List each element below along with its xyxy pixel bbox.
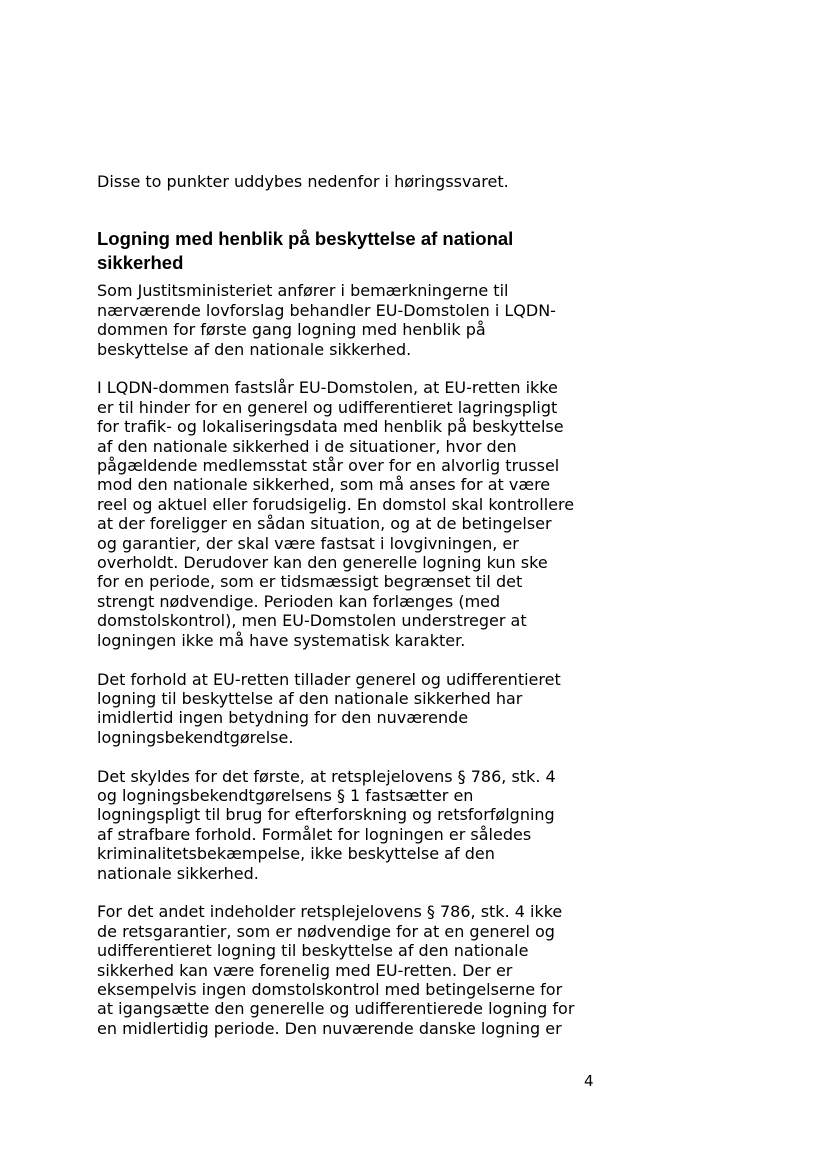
paragraph-2: I LQDN-dommen fastslår EU-Domstolen, at EU-retten ikke er til hinder for en generel og udifferentieret lagringspligt for trafik- og lokaliseringsdata med henblik på beskyttelse af den nationale sikkerhed i de situationer, hvor den pågældende medlemsstat står over for en alvorlig trussel mod den nationale sikkerhed, som må anses for at være reel og aktuel eller forudsigelig. En domstol skal kontrollere at der foreligger en sådan situation, og at de betingelser og garantier, der skal være fastsat i lovgivningen, er overholdt. Derudover kan den generelle logning kun ske for en periode, som er tidsmæssigt begrænset til det strengt nødvendige. Perioden kan forlænges (med domstolskontrol), men EU-Domstolen understreger at logningen ikke må have systematisk karakter. xyxy=(97,378,575,650)
document-body xyxy=(97,172,602,1038)
paragraph-5: For det andet indeholder retsplejelovens § 786, stk. 4 ikke de retsgarantier, som er nødvendige for at en generel og udifferentieret logning til beskyttelse af den nationale sikkerhed kan være forenelig med EU-retten. Der er eksempelvis ingen domstolskontrol med betingelserne for at igangsætte den generelle og udifferentierede logning for en midlertidig periode. Den nuværende danske logning er xyxy=(97,902,575,1038)
paragraph-4: Det skyldes for det første, at retsplejelovens § 786, stk. 4 og logningsbekendtgørelsens § 1 fastsætter en logningspligt til brug for efterforskning og retsforfølgning af strafbare forhold. Formålet for logningen er således kriminalitetsbekæmpelse, ikke beskyttelse af den nationale sikkerhed. xyxy=(97,766,556,883)
intro-paragraph: Disse to punkter uddybes nedenfor i høringssvaret. xyxy=(97,172,509,191)
paragraph-3: Det forhold at EU-retten tillader generel og udifferentieret logning til beskyttelse af den nationale sikkerhed har imidlertid ingen betydning for den nuværende logningsbekendtgørelse. xyxy=(97,669,561,747)
paragraph-1: Som Justitsministeriet anfører i bemærkningerne til nærværende lovforslag behandler EU-Domstolen i LQDN- dommen for første gang logning med henblik på beskyttelse af den nationale sikkerhed. xyxy=(97,281,556,359)
section-heading: Logning med henblik på beskyttelse af national sikkerhed xyxy=(97,228,514,273)
page-number: 4 xyxy=(584,1072,594,1090)
